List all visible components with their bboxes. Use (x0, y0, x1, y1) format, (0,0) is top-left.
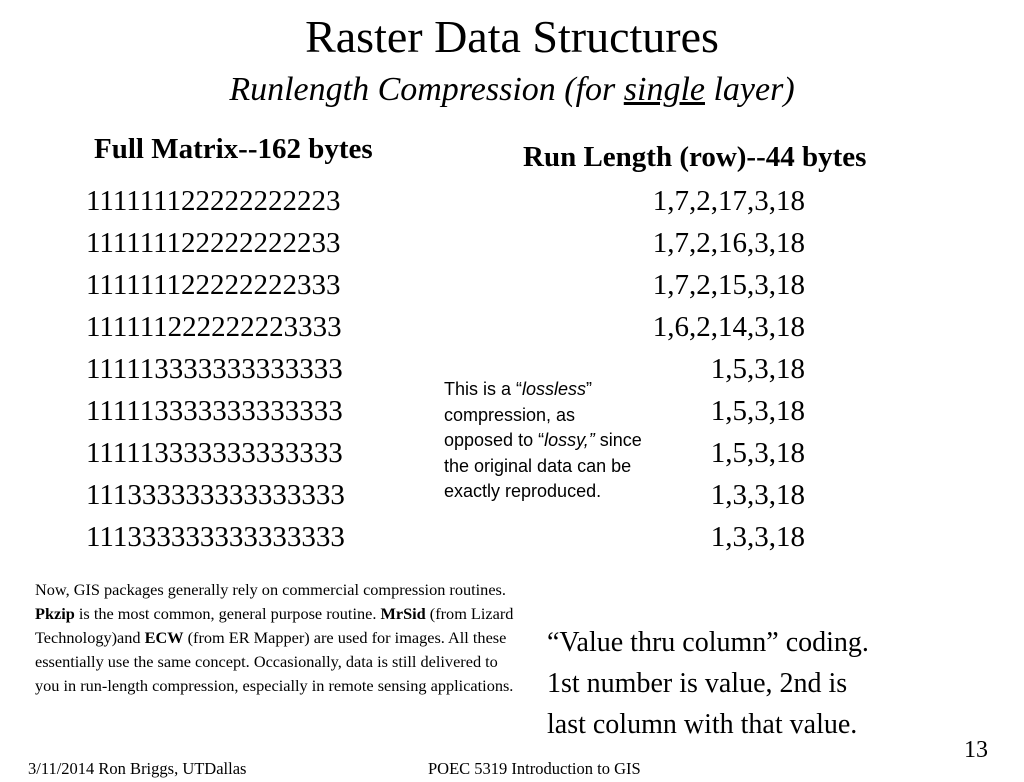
matrix-row: 111333333333333333 (86, 479, 345, 511)
subtitle-underlined-word: single (623, 71, 705, 108)
packages-note-text-3: (from Lizard Technology)and (35, 604, 514, 647)
matrix-row: 111111222222223333 (86, 311, 342, 343)
lossless-note-text-3: since the original data can be exactly reproduced. (444, 430, 642, 501)
footer-course: POEC 5319 Introduction to GIS (428, 759, 641, 778)
run-length-row: 1,7,2,17,3,18 (652, 185, 805, 217)
ecw-term: ECW (144, 628, 184, 647)
matrix-row: 111113333333333333 (86, 353, 343, 385)
matrix-row: 111333333333333333 (86, 521, 345, 553)
matrix-row: 111111122222222223 (86, 185, 341, 217)
matrix-row: 111113333333333333 (86, 437, 343, 469)
run-length-row: 1,5,3,18 (710, 395, 805, 427)
full-matrix-rows (86, 180, 345, 558)
packages-note-text-2: is the most common, general purpose routine. (74, 604, 381, 623)
page-number: 13 (964, 737, 988, 763)
run-length-row: 1,5,3,18 (710, 437, 805, 469)
subtitle-start: Runlength Compression (for (229, 71, 624, 108)
packages-note-text-4: (from ER Mapper) are used for images. All these essentially use the same concept. Occasionally, data is still delivered to you in run-length compression, especially in remote sensing applications. (35, 628, 514, 695)
lossless-note-text-2: ” compression, as opposed to “ (444, 379, 593, 450)
matrix-row: 111111122222222333 (86, 269, 341, 301)
run-length-row: 1,5,3,18 (710, 353, 805, 385)
run-length-row: 1,7,2,15,3,18 (652, 269, 805, 301)
compression-packages-note (35, 578, 515, 698)
coding-note-line: “Value thru column” coding. (547, 627, 869, 658)
slide-subtitle (0, 68, 1024, 112)
slide-title: Raster Data Structures (305, 11, 719, 62)
run-length-row: 1,7,2,16,3,18 (652, 227, 805, 259)
coding-note-line: last column with that value. (547, 709, 858, 740)
subtitle-end: layer) (704, 71, 795, 108)
lossless-word: lossless (522, 379, 587, 399)
matrix-row: 111113333333333333 (86, 395, 343, 427)
lossless-note-text-1: This is a “ (444, 379, 523, 399)
value-thru-column-note (547, 622, 967, 745)
run-length-row: 1,6,2,14,3,18 (652, 311, 805, 343)
full-matrix-heading: Full Matrix--162 bytes (94, 133, 373, 165)
footer-date-author: 3/11/2014 Ron Briggs, UTDallas (28, 759, 247, 778)
packages-note-text-1: Now, GIS packages generally rely on commercial compression routines. (35, 580, 506, 599)
run-length-heading: Run Length (row)--44 bytes (523, 141, 867, 173)
lossy-word: lossy,” (544, 430, 595, 450)
mrsid-term: MrSid (380, 604, 426, 623)
lossless-note (444, 377, 644, 505)
pkzip-term: Pkzip (35, 604, 75, 623)
matrix-row: 111111122222222233 (86, 227, 341, 259)
coding-note-line: 1st number is value, 2nd is (547, 668, 848, 699)
run-length-row: 1,3,3,18 (710, 521, 805, 553)
run-length-row: 1,3,3,18 (710, 479, 805, 511)
